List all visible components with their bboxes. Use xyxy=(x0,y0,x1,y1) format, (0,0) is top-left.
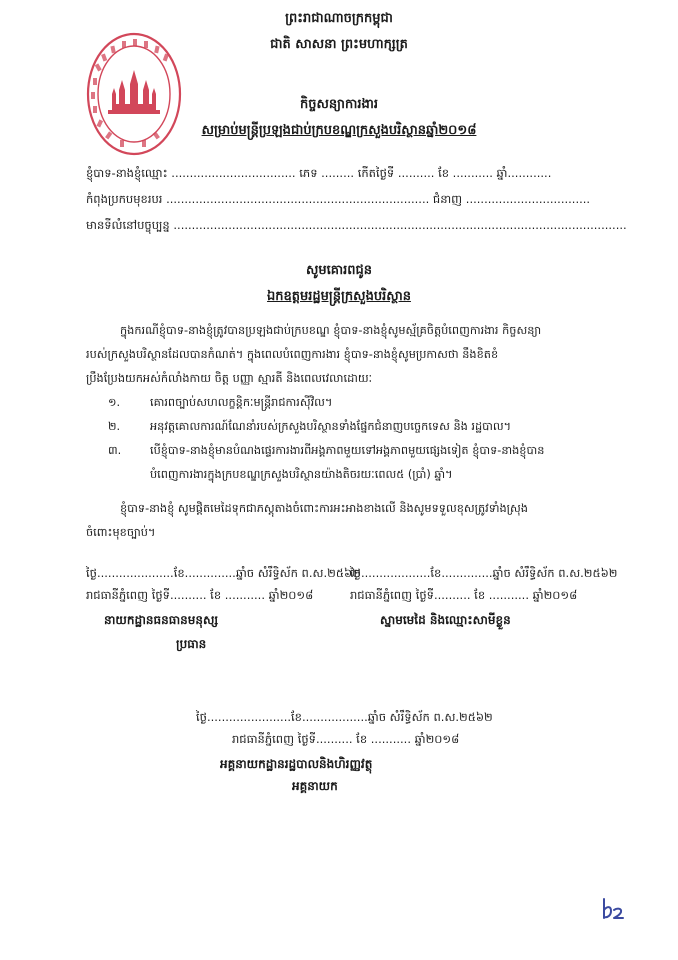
document-title: កិច្ចសន្យាការងារ xyxy=(300,97,378,112)
body-paragraph-2-line-2: ចំពោះមុខច្បាប់។ xyxy=(86,526,156,539)
body-paragraph-1-line-2: របស់ក្រសួងបរិស្ថានដែលបានកំណត់។ ក្នុងពេលបំពេញការងារ ខ្ញុំបាទ-នាងខ្ញុំសូមប្រកាសថា នឹងខិតខំ xyxy=(86,348,499,361)
list-item-text: គោរពច្បាប់សហលក្ខន្តិកៈមន្ត្រីរាជការស៊ីវិល។ xyxy=(150,396,333,409)
bottom-date-line-2: រាជធានីភ្នំពេញ ថ្ងៃទី.......... ខែ ........... ឆ្នាំ២០១៨ xyxy=(232,732,460,746)
recipient-title: ឯកឧត្តមរដ្ឋមន្ត្រីក្រសួងបរិស្ថាន xyxy=(267,289,411,304)
form-line-occupation: កំពុងប្រកបមុខរបរ ........................................................................ ជំនាញ .................................. xyxy=(86,192,591,206)
list-item-text: អនុវត្តគោលការណ៍ណែនាំរបស់ក្រសួងបរិស្ថានទាំងផ្នែកជំនាញបច្ចេកទេស និង រដ្ឋបាល។ xyxy=(150,420,512,433)
body-paragraph-1-line-3: ប្រឹងប្រែងយកអស់កំលាំងកាយ ចិត្ត បញ្ញា ស្មារតី និងពេលវេលាដោយៈ xyxy=(86,372,373,385)
salutation: សូមគោរពជូន xyxy=(305,263,372,278)
list-item-number: ២. xyxy=(108,420,121,433)
list-item-text-line-1: បើខ្ញុំបាទ-នាងខ្ញុំមានបំណងផ្ទេរការងារពីអង្គភាពមួយទៅអង្គភាពមួយផ្សេងទៀត ខ្ញុំបាទ-នាងខ្ញុំបាន xyxy=(150,444,545,457)
form-line-address: មានទីលំនៅបច្ចុប្បន្ន ............................................................................................................................ xyxy=(86,218,627,232)
form-line-name: ខ្ញុំបាទ-នាងខ្ញុំឈ្មោះ .................................. ភេទ ......... កើតថ្ងៃទី .......... ខែ ........... ឆ្នាំ............ xyxy=(86,166,552,180)
right-date-line-1: ថ្ងៃ...................ខែ..............ឆ្នាំច សំរឹទ្ធិស័ក ព.ស.២៥៦២ xyxy=(350,566,618,580)
left-date-line-1: ថ្ងៃ.....................ខែ..............ឆ្នាំច សំរឹទ្ធិស័ក ព.ស.២៥៦២ xyxy=(86,566,361,580)
kingdom-heading: ព្រះរាជាណាចក្រកម្ពុជា xyxy=(285,11,393,26)
bottom-signatory-office: អគ្គនាយកដ្ឋានរដ្ឋបាលនិងហិរញ្ញវត្ថុ xyxy=(220,757,373,771)
left-signatory-office: នាយកដ្ឋានធនធានមនុស្ស xyxy=(104,613,219,627)
body-paragraph-1-line-1: ក្នុងករណីខ្ញុំបាទ-នាងខ្ញុំត្រូវបានប្រឡងជាប់ក្របខណ្ឌ ខ្ញុំបាទ-នាងខ្ញុំសូមស្ម័គ្រចិត្តបំពេញការងារ កិច្ចសន្យា xyxy=(120,324,542,337)
right-date-line-2: រាជធានីភ្នំពេញ ថ្ងៃទី.......... ខែ ........... ឆ្នាំ២០១៨ xyxy=(350,588,578,602)
handwritten-initials-icon xyxy=(598,896,628,922)
bottom-date-line-1: ថ្ងៃ.......................ខែ..................ឆ្នាំច សំរឹទ្ធិស័ក ព.ស.២៥៦២ xyxy=(196,710,493,724)
list-item-number: ១. xyxy=(108,396,121,409)
list-item-number: ៣. xyxy=(108,444,122,457)
left-date-line-2: រាជធានីភ្នំពេញ ថ្ងៃទី.......... ខែ ........... ឆ្នាំ២០១៨ xyxy=(86,588,314,602)
body-paragraph-2-line-1: ខ្ញុំបាទ-នាងខ្ញុំ សូមផ្តិតមេដៃទុកជាភស្តុតាងចំពោះការអះអាងខាងលើ និងសូមទទួលខុសត្រូវទាំងស្រុង xyxy=(120,502,528,515)
right-signatory-label: ស្នាមមេដៃ និងឈ្មោះសាមីខ្លួន xyxy=(380,613,511,627)
bottom-signatory-role: អគ្គនាយក xyxy=(292,779,338,793)
left-signatory-role: ប្រធាន xyxy=(176,637,207,651)
list-item-text-line-2: បំពេញការងារក្នុងក្របខណ្ឌក្រសួងបរិស្ថានយ៉ាងតិចរយៈពេល៥ (ប្រាំ) ឆ្នាំ។ xyxy=(150,468,453,481)
national-motto: ជាតិ សាសនា ព្រះមហាក្សត្រ xyxy=(270,37,408,52)
document-subtitle: សម្រាប់មន្ត្រីប្រឡងជាប់ក្របខណ្ឌក្រសួងបរិស្ថានឆ្នាំ២០១៨ xyxy=(201,123,477,138)
